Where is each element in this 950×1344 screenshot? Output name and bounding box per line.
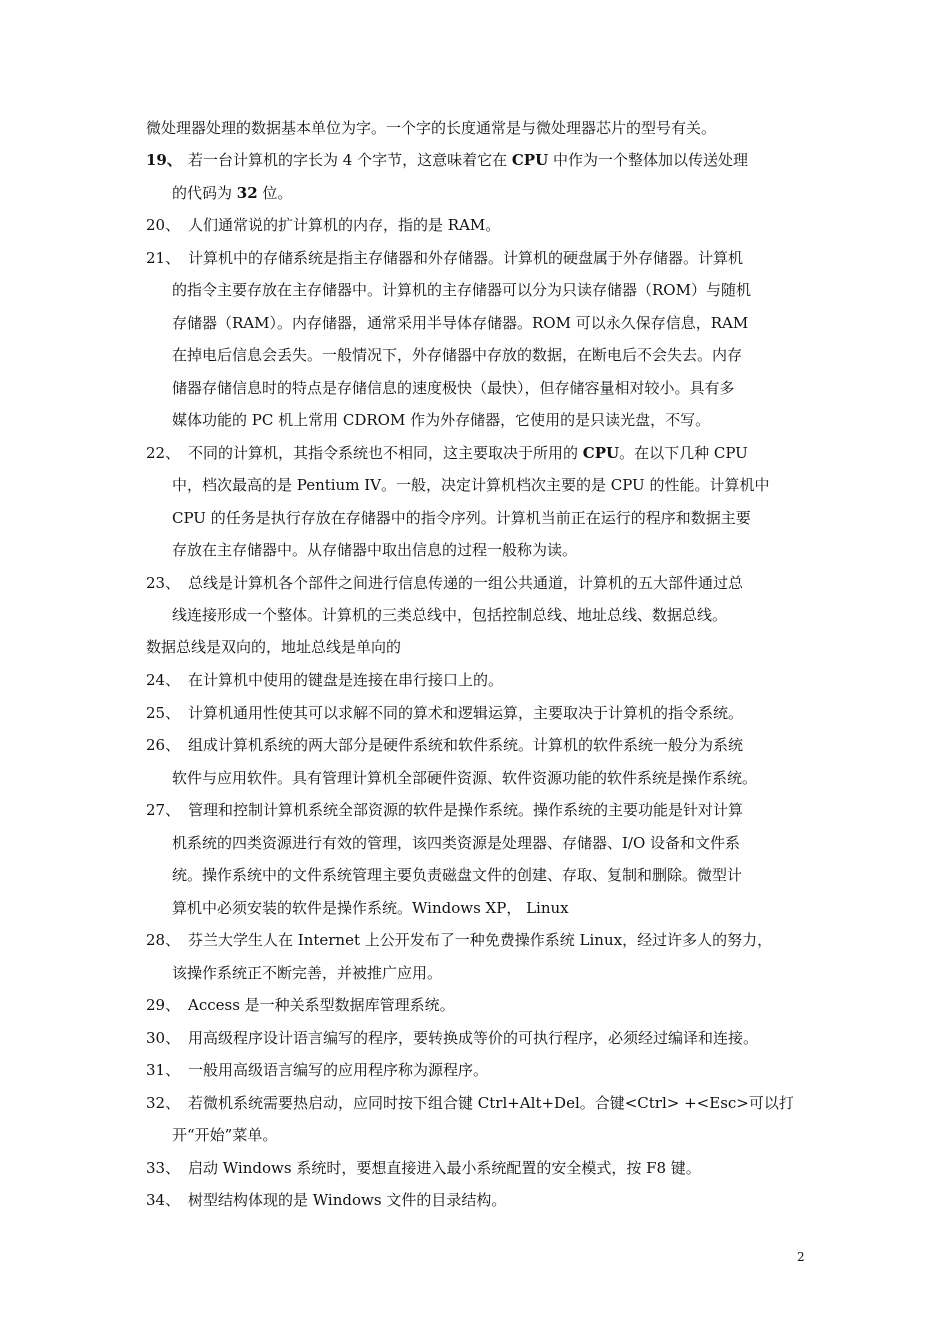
note-line: 数据总线是双向的，地址总线是单向的: [146, 638, 402, 656]
item-number: 34、: [146, 1191, 181, 1209]
text-segment: 开“开始”菜单。: [172, 1126, 278, 1144]
text-segment: 用高级程序设计语言编写的程序，要转换成等价的可执行程序，必须经过编译和连接。: [188, 1028, 759, 1047]
item-text-line: [172, 410, 710, 430]
text-segment: 在掉电后信息会丢失。一般情况下，外存储器中存放的数据，在断电后不会失去。内存: [172, 346, 743, 364]
item-number: 29、: [146, 996, 181, 1014]
item-text-line: [172, 475, 769, 495]
item-text-line: [172, 768, 757, 788]
intro-line: 微处理器处理的数据基本单位为字。一个字的长度通常是与微处理器芯片的型号有关。: [146, 119, 717, 137]
text-segment: 树型结构体现的是 Windows 文件的目录结构。: [188, 1191, 507, 1209]
text-segment: 软件与应用软件。具有管理计算机全部硬件资源、软件资源功能的软件系统是操作系统。: [172, 768, 758, 787]
text-segment: 统。操作系统中的文件系统管理主要负责磁盘文件的创建、存取、复制和删除。微型计: [172, 866, 743, 884]
text-segment: 若一台计算机的字长为 4 个字节，这意味着它在: [188, 151, 512, 169]
text-segment: 中作为一个整体加以传送处理: [548, 151, 748, 169]
item-text-line: [188, 573, 743, 593]
text-segment: CPU: [511, 151, 549, 169]
text-segment: 32: [236, 183, 258, 202]
text-segment: 计算机通用性使其可以求解不同的算术和逻辑运算，主要取决于计算机的指令系统。: [188, 703, 744, 722]
text-segment: 算机中必须安装的软件是操作系统。Windows XP， Linux: [172, 898, 569, 917]
item-number: 28、: [146, 931, 181, 949]
item-text-line: [188, 150, 748, 170]
text-segment: 媒体功能的 PC 机上常用 CDROM 作为外存储器，它使用的是只读光盘，不写。: [172, 411, 711, 429]
item-text-line: [172, 378, 735, 398]
item-text-line: [188, 443, 748, 463]
item-text-line: [188, 735, 743, 755]
item-text-line: [188, 1158, 701, 1178]
item-number: 22、: [146, 443, 181, 462]
text-segment: 启动 Windows 系统时，要想直接进入最小系统配置的安全模式，按 F8 键。: [188, 1158, 701, 1177]
item-text-line: [188, 930, 772, 950]
text-segment: 储器存储信息时的特点是存储信息的速度极快（最快），但存储容量相对较小。具有多: [172, 378, 735, 397]
item-text-line: [172, 280, 751, 300]
text-segment: CPU: [582, 443, 620, 462]
item-text-line: [172, 833, 740, 853]
text-segment: 一般用高级语言编写的应用程序称为源程序。: [188, 1061, 489, 1079]
text-segment: 芬兰大学生人在 Internet 上公开发布了一种免费操作系统 Linux，经过许多人的努力，: [188, 931, 773, 949]
text-segment: 。在以下几种 CPU: [619, 443, 748, 462]
item-number: 32、: [146, 1093, 181, 1112]
text-segment: Access 是一种关系型数据库管理系统。: [188, 996, 455, 1014]
item-text-line: [188, 215, 500, 235]
text-segment: 的代码为: [172, 183, 237, 202]
item-text-line: [172, 183, 292, 203]
text-segment: 该操作系统正不断完善，并被推广应用。: [172, 963, 443, 982]
item-number: 26、: [146, 736, 181, 754]
item-number: 20、: [146, 216, 181, 234]
page-number: 2: [797, 1250, 805, 1264]
item-number: 33、: [146, 1158, 181, 1177]
item-number: 19、: [146, 151, 182, 169]
item-text-line: [172, 540, 577, 560]
text-segment: 线连接形成一个整体。计算机的三类总线中，包括控制总线、地址总线、数据总线。: [172, 606, 728, 624]
item-number: 30、: [146, 1028, 181, 1047]
item-text-line: [188, 1093, 794, 1113]
item-text-line: [188, 670, 503, 690]
item-number: 31、: [146, 1061, 181, 1079]
item-text-line: [172, 313, 748, 333]
item-text-line: [172, 963, 442, 983]
item-text-line: [172, 508, 751, 528]
item-text-line: [172, 865, 742, 885]
text-segment: 若微机系统需要热启动，应同时按下组合键 Ctrl+Alt+Del。合键<Ctrl> +<Esc>可以打: [188, 1093, 794, 1112]
text-segment: 计算机中的存储系统是指主存储器和外存储器。计算机的硬盘属于外存储器。计算机: [188, 248, 744, 267]
text-segment: 的指令主要存放在主存储器中。计算机的主存储器可以分为只读存储器（ROM）与随机: [172, 281, 751, 299]
item-number: 21、: [146, 248, 181, 267]
text-segment: 组成计算机系统的两大部分是硬件系统和软件系统。计算机的软件系统一般分为系统: [188, 736, 744, 754]
text-segment: CPU 的任务是执行存放在存储器中的指令序列。计算机当前正在运行的程序和数据主要: [172, 508, 751, 527]
item-text-line: [188, 1060, 488, 1080]
text-segment: 存储器（RAM）。内存储器，通常采用半导体存储器。ROM 可以永久保存信息，RAM: [172, 313, 749, 332]
text-segment: 位。: [257, 183, 293, 202]
item-number: 24、: [146, 671, 181, 689]
text-segment: 不同的计算机，其指令系统也不相同，这主要取决于所用的: [188, 443, 583, 462]
item-number: 27、: [146, 801, 181, 819]
text-segment: 存放在主存储器中。从存储器中取出信息的过程一般称为读。: [172, 541, 578, 559]
item-text-line: [188, 248, 743, 268]
item-text-line: [188, 1190, 506, 1210]
item-text-line: [188, 995, 455, 1015]
item-text-line: [188, 1028, 758, 1048]
item-number: 25、: [146, 703, 181, 722]
item-text-line: [188, 800, 743, 820]
item-text-line: [172, 898, 569, 918]
item-number: 23、: [146, 573, 181, 592]
item-text-line: [172, 1125, 277, 1145]
text-segment: 总线是计算机各个部件之间进行信息传递的一组公共通道，计算机的五大部件通过总: [188, 573, 744, 592]
text-segment: 在计算机中使用的键盘是连接在串行接口上的。: [188, 671, 504, 689]
text-segment: 机系统的四类资源进行有效的管理，该四类资源是处理器、存储器、I/O 设备和文件系: [172, 833, 741, 852]
text-segment: 人们通常说的扩计算机的内存，指的是 RAM。: [188, 216, 501, 234]
item-text-line: [188, 703, 743, 723]
item-text-line: [172, 345, 742, 365]
item-text-line: [172, 605, 727, 625]
text-segment: 管理和控制计算机系统全部资源的软件是操作系统。操作系统的主要功能是针对计算: [188, 801, 744, 819]
text-segment: 中，档次最高的是 Pentium IV。一般，决定计算机档次主要的是 CPU 的性能。计算机中: [172, 476, 770, 494]
